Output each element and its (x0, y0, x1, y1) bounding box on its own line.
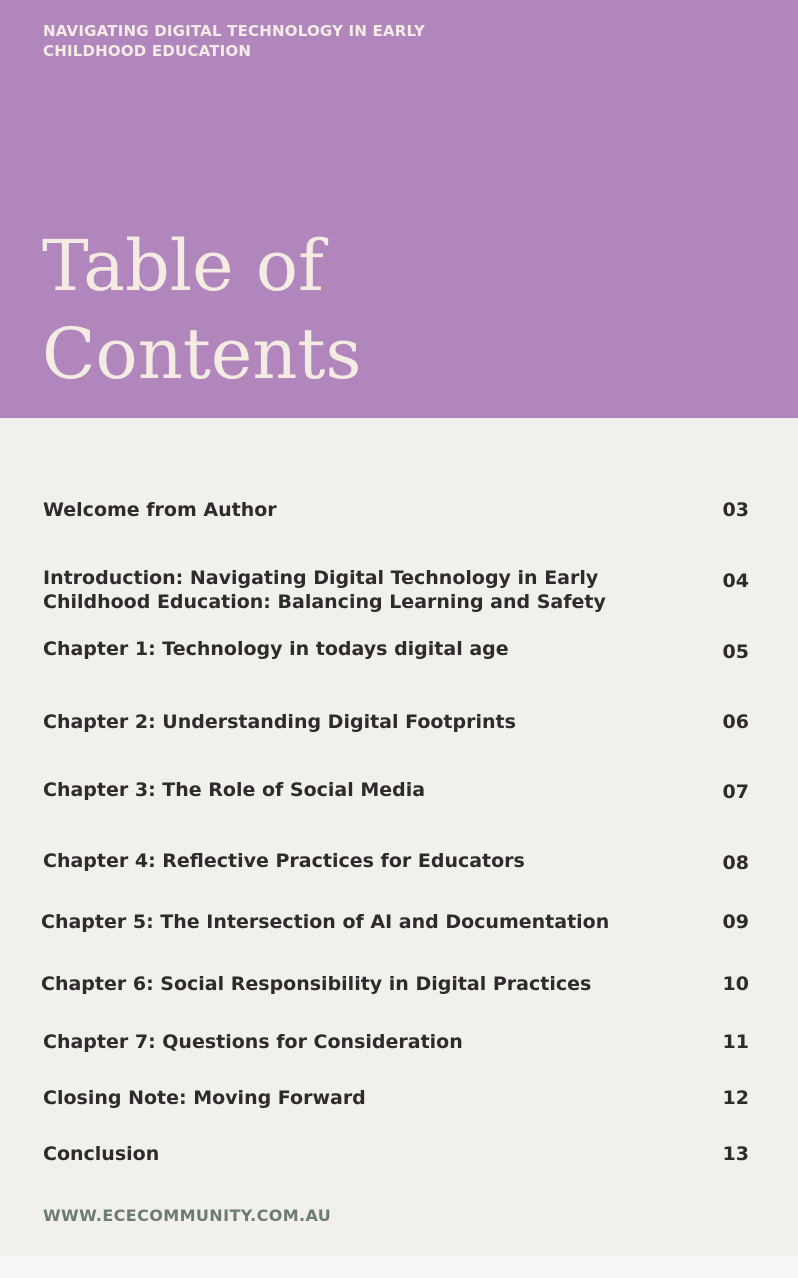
toc-entry-title-line-1: Chapter 5: The Intersection of AI and Documentation (41, 911, 610, 933)
toc-entry-chapter-5[interactable] (41, 910, 749, 960)
toc-entry-title-line-1: Chapter 7: Questions for Consideration (43, 1031, 463, 1053)
toc-entry-title (43, 1142, 643, 1166)
toc-entry-page: 10 (722, 973, 749, 995)
toc-entry-chapter-2[interactable] (43, 710, 749, 760)
title-line-2: Contents (42, 313, 362, 395)
toc-entry-title (43, 849, 643, 873)
toc-entry-chapter-6[interactable] (41, 972, 749, 1022)
toc-entry-title (43, 498, 643, 522)
subtitle-line-2: CHILDHOOD EDUCATION (43, 42, 252, 60)
toc-entry-page: 03 (722, 499, 749, 521)
toc-entry-page: 05 (722, 641, 749, 663)
subtitle-line-1: NAVIGATING DIGITAL TECHNOLOGY IN EARLY (43, 22, 426, 40)
toc-entry-title-line-1: Chapter 1: Technology in todays digital age (43, 638, 509, 660)
toc-entry-title-line-2: Childhood Education: Balancing Learning and Safety (43, 591, 606, 613)
toc-entry-title-line-1: Chapter 6: Social Responsibility in Digital Practices (41, 973, 592, 995)
toc-entry-title-line-1: Conclusion (43, 1143, 160, 1165)
toc-entry-title (43, 1086, 643, 1110)
toc-entry-title-line-1: Chapter 3: The Role of Social Media (43, 779, 426, 801)
toc-entry-chapter-1[interactable] (43, 637, 749, 687)
toc-entry-title-line-1: Introduction: Navigating Digital Technology in Early (43, 567, 599, 589)
toc-entry-title (43, 637, 643, 661)
title-line-1: Table of (42, 225, 324, 307)
toc-entry-title-line-1: Chapter 4: Reflective Practices for Educators (43, 850, 525, 872)
toc-entry-closing-note[interactable] (43, 1086, 749, 1136)
toc-entry-title-line-1: Welcome from Author (43, 499, 277, 521)
toc-entry-page: 04 (722, 570, 749, 592)
toc-entry-title (43, 710, 643, 734)
toc-entry-page: 09 (722, 911, 749, 933)
toc-entry-introduction[interactable] (43, 566, 749, 616)
toc-entry-title (43, 1030, 643, 1054)
toc-entry-page: 06 (722, 711, 749, 733)
toc-entry-title (41, 910, 641, 934)
toc-entry-chapter-4[interactable] (43, 849, 749, 899)
website-link[interactable]: WWW.ECECOMMUNITY.COM.AU (43, 1206, 332, 1225)
toc-entry-title-line-1: Chapter 2: Understanding Digital Footprints (43, 711, 516, 733)
toc-entry-page: 07 (722, 781, 749, 803)
toc-entry-page: 08 (722, 852, 749, 874)
toc-entry-title (43, 778, 643, 802)
toc-entry-page: 12 (722, 1087, 749, 1109)
toc-entry-title (41, 972, 641, 996)
header-band (0, 0, 798, 418)
toc-entry-chapter-3[interactable] (43, 778, 749, 828)
toc-entry-page: 11 (722, 1031, 749, 1053)
page-title (42, 222, 361, 398)
document-subtitle (43, 21, 463, 61)
toc-entry-title (43, 566, 643, 614)
toc-entry-page: 13 (722, 1143, 749, 1165)
toc-entry-chapter-7[interactable] (43, 1030, 749, 1080)
toc-entry-welcome[interactable] (43, 498, 749, 548)
toc-entry-conclusion[interactable] (43, 1142, 749, 1192)
toc-entry-title-line-1: Closing Note: Moving Forward (43, 1087, 366, 1109)
